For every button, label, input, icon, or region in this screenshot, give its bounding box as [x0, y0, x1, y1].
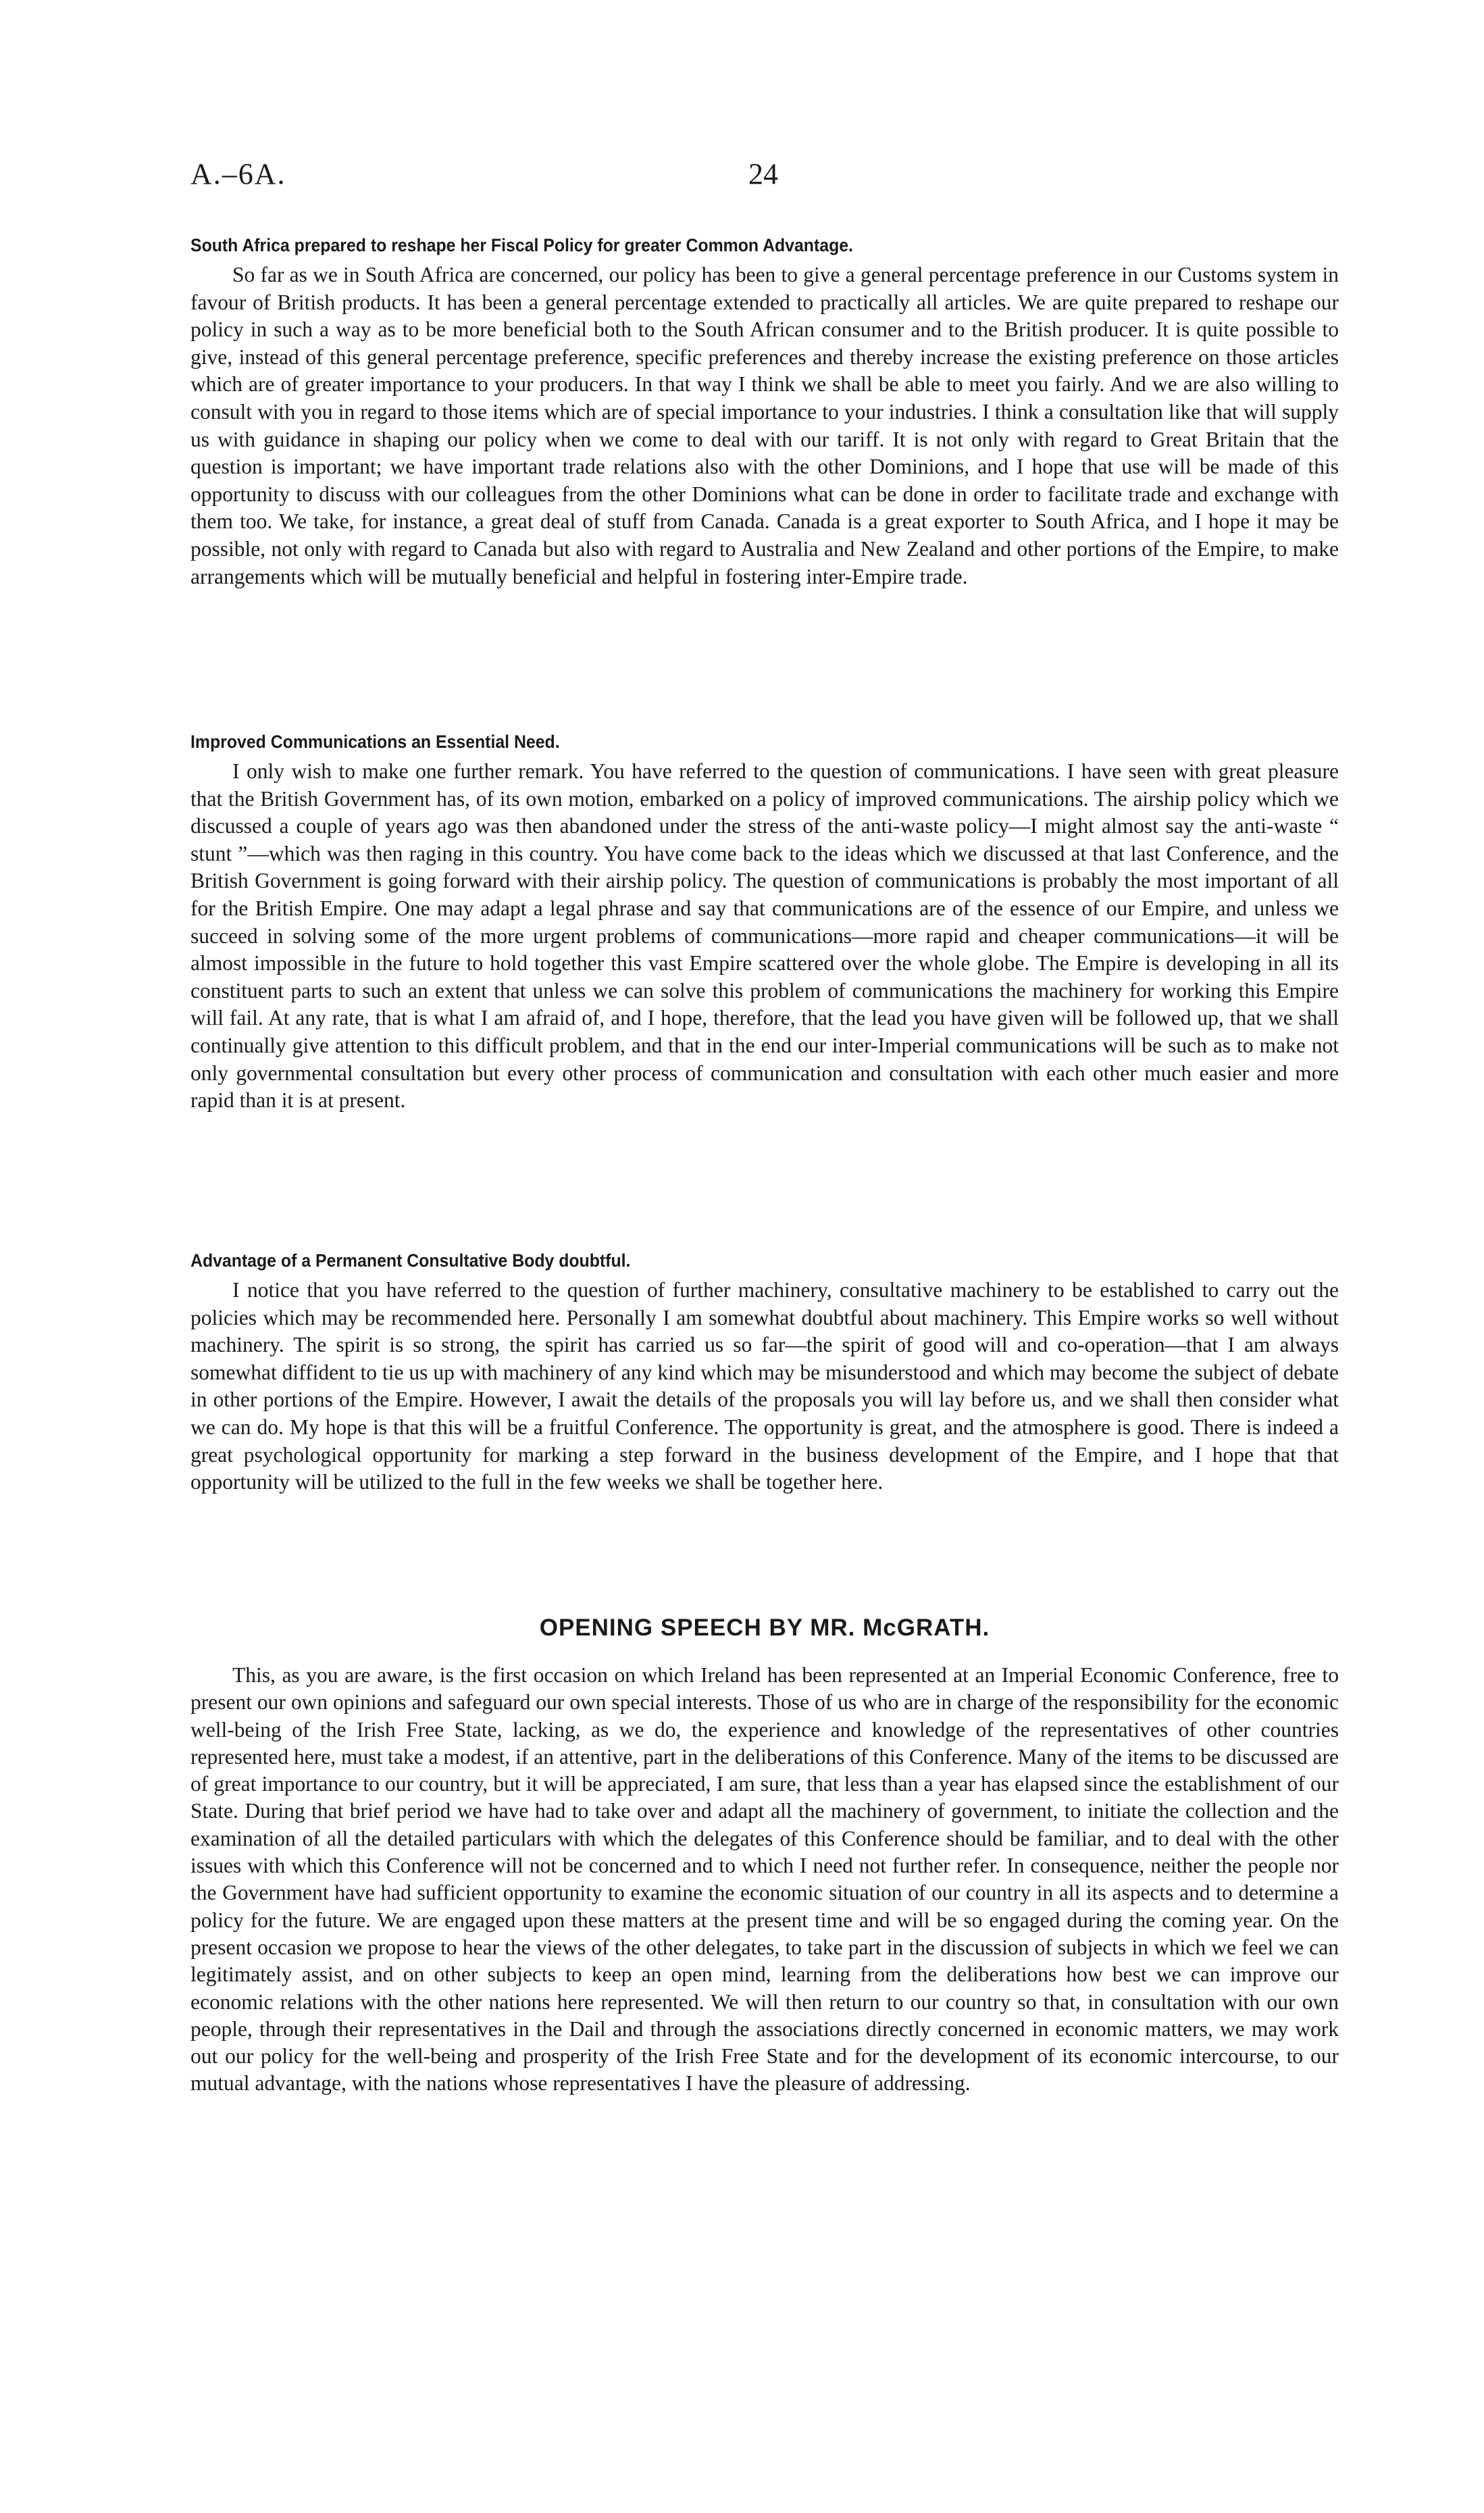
section-opening-speech — [190, 1662, 1339, 2098]
speech-title: OPENING SPEECH BY MR. McGRATH. — [539, 1615, 990, 1641]
section-paragraph: I notice that you have referred to the question of further machinery, consultative machinery to be established to carry out the policies which may be recommended here. Personally I am somewhat doubtful about machinery. This Empire works so well without machinery. The spirit is so strong, the spirit has carried us so far—the spirit of good will and co-operation—that I am always somewhat diffident to tie us up with machinery of any kind which may be misunderstood and which may become the subject of debate in other portions of the Empire. However, I await the details of the proposals you will lay before us, and we shall then consider what we can do. My hope is that this will be a fruitful Conference. The opportunity is great, and the atmosphere is good. There is indeed a great psychological opportunity for marking a step forward in the business development of the Empire, and I hope that that opportunity will be utilized to the full in the few weeks we shall be together here. — [190, 1278, 1339, 1494]
section-paragraph: I only wish to make one further remark. You have referred to the question of communications. I have seen with great pleasure that the British Government has, of its own motion, embarked on a policy of improved communications. The airship policy which we discussed a couple of years ago was then abandoned under the stress of the anti-waste policy—I might almost say the anti-waste “ stunt ”—which was then raging in this country. You have come back to the ideas which we discussed at that last Conference, and the British Government is going forward with their airship policy. The question of communications is probably the most important of all for the British Empire. One may adapt a legal phrase and say that communications are of the essence of our Empire, and unless we succeed in solving some of the more urgent problems of communications—more rapid and cheaper communications—it will be almost impossible in the future to hold together this vast Empire scattered over the whole globe. The Empire is developing in all its constituent parts to such an extent that unless we can solve this problem of communications the machinery for working this Empire will fail. At any rate, that is what I am afraid of, and I hope, therefore, that the lead you have given will be followed up, that we shall continually give attention to this difficult problem, and that in the end our inter-Imperial communications will be such as to make not only governmental consultation but every other process of communication and consultation with each other much easier and more rapid than it is at present. — [190, 759, 1339, 1113]
section-consultative-body — [190, 1248, 1339, 1496]
page-number: 24 — [748, 157, 778, 191]
section-fiscal-policy — [190, 233, 1339, 590]
page-header — [190, 157, 1339, 204]
section-heading: South Africa prepared to reshape her Fiscal Policy for greater Common Advantage. — [190, 235, 853, 255]
section-paragraph: So far as we in South Africa are concerned, our policy has been to give a general percentage preference in our Customs system in favour of British products. It has been a general percentage extended to practically all articles. We are quite prepared to reshape our policy in such a way as to be more beneficial both to the South African consumer and to the British producer. It is quite possible to give, instead of this general percentage preference, specific preferences and thereby increase the existing preference on those articles which are of greater importance to your producers. In that way I think we shall be able to meet you fairly. And we are also willing to consult with you in regard to those items which are of special importance to your industries. I think a consultation like that will supply us with guidance in shaping our policy when we come to deal with our tariff. It is not only with regard to Great Britain that the question is important; we have important trade relations also with the other Dominions, and I hope that use will be made of this opportunity to discuss with our colleagues from the other Dominions what can be done in order to facilitate trade and exchange with them too. We take, for instance, a great deal of stuff from Canada. Canada is a great exporter to South Africa, and I hope it may be possible, not only with regard to Canada but also with regard to Australia and New Zealand and other portions of the Empire, to make arrangements which will be mutually beneficial and helpful in fostering inter-Empire trade. — [190, 263, 1339, 588]
section-communications — [190, 730, 1339, 1115]
section-heading: Advantage of a Permanent Consultative Body doubtful. — [190, 1250, 631, 1271]
speech-paragraph: This, as you are aware, is the first occasion on which Ireland has been represented at an Imperial Economic Conference, free to present our own opinions and safeguard our own special interests. Those of us who are in charge of the responsibility for the economic well-being of the Irish Free State, lacking, as we do, the experience and knowledge of the representatives of other countries represented here, must take a modest, if an attentive, part in the deliberations of this Conference. Many of the items to be discussed are of great importance to our country, but it will be appreciated, I am sure, that less than a year has elapsed since the establishment of our State. During that brief period we have had to take over and adapt all the machinery of government, to initiate the collection and the examination of all the detailed particulars with which the delegates of this Conference should be familiar, and to deal with the other issues with which this Conference will not be concerned and to which I need not further refer. In consequence, neither the people nor the Government have had sufficient opportunity to examine the economic situation of our country in all its aspects and to determine a policy for the future. We are engaged upon these matters at the present time and will be so engaged during the coming year. On the present occasion we propose to hear the views of the other delegates, to take part in the discussion of subjects in which we feel we can legitimately assist, and on other subjects to keep an open mind, learning from the deliberations how best we can improve our economic relations with the other nations here represented. We will then return to our country so that, in consultation with our own people, through their representatives in the Dail and through the associations directly concerned in economic matters, we may work out our policy for the well-being and prosperity of the Irish Free State and for the development of its economic intercourse, to our mutual advantage, with the nations whose representatives I have the pleasure of addressing. — [190, 1663, 1339, 2096]
section-heading: Improved Communications an Essential Need. — [190, 732, 560, 752]
document-reference: A.–6A. — [190, 157, 286, 191]
